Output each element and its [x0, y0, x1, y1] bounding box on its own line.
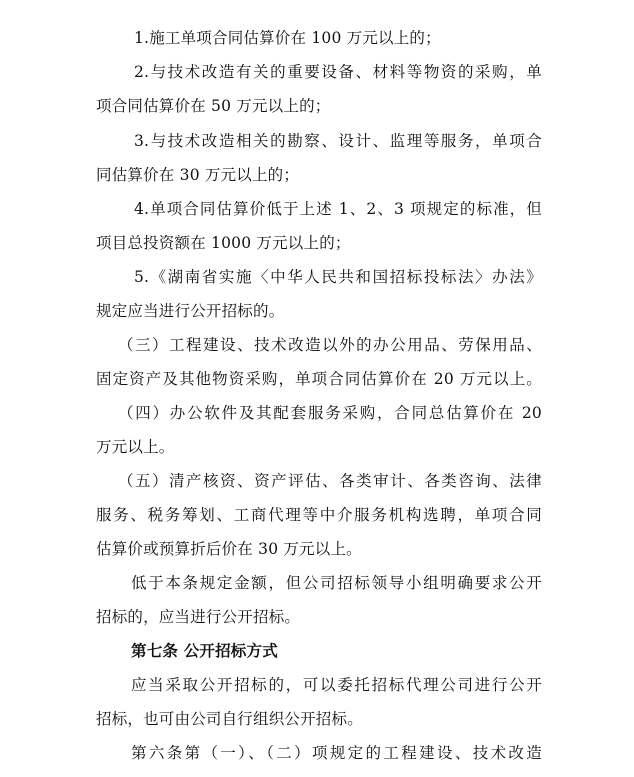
paragraph-7-line-2: 招标，也可由公司自行组织公开招标。 — [96, 710, 363, 728]
list-item-5-line-2: 规定应当进行公开招标的。 — [96, 302, 285, 320]
list-item-3-line-2: 同估算价在 30 万元以上的； — [96, 166, 300, 184]
list-item-3-line-1: 3.与技术改造相关的勘察、设计、监理等服务，单项合 — [134, 132, 542, 150]
list-item-2-line-1: 2.与技术改造有关的重要设备、材料等物资的采购，单 — [134, 63, 542, 81]
article-7-heading: 第七条 公开招标方式 — [131, 642, 278, 660]
list-item-4-line-1: 4.单项合同估算价低于上述 1、2、3 项规定的标准，但 — [134, 200, 542, 218]
list-item-2-line-2: 项合同估算价在 50 万元以上的； — [96, 97, 331, 115]
paragraph-3-line-1: （三）工程建设、技术改造以外的办公用品、劳保用品、 — [118, 336, 542, 354]
paragraph-4-line-2: 万元以上。 — [96, 438, 175, 456]
paragraph-4-line-1: （四）办公软件及其配套服务采购，合同总估算价在 20 — [118, 404, 542, 422]
paragraph-5-line-1: （五）清产核资、资产评估、各类审计、各类咨询、法律 — [118, 472, 542, 490]
paragraph-8-line-1: 第六条第（一）、（二）项规定的工程建设、技术改造 — [131, 744, 542, 762]
paragraph-6-line-1: 低于本条规定金额，但公司招标领导小组明确要求公开 — [131, 574, 542, 592]
paragraph-6-line-2: 招标的，应当进行公开招标。 — [96, 608, 301, 626]
paragraph-5-line-2: 服务、税务筹划、工商代理等中介服务机构选聘，单项合同 — [96, 506, 542, 524]
list-item-1: 1.施工单项合同估算价在 100 万元以上的； — [134, 29, 441, 47]
paragraph-3-line-2: 固定资产及其他物资采购，单项合同估算价在 20 万元以上。 — [96, 370, 542, 388]
paragraph-7-line-1: 应当采取公开招标的，可以委托招标代理公司进行公开 — [131, 676, 542, 694]
list-item-4-line-2: 项目总投资额在 1000 万元以上的； — [96, 234, 351, 252]
paragraph-5-line-3: 估算价或预算折后价在 30 万元以上。 — [96, 540, 362, 558]
list-item-5-line-1: 5.《湖南省实施〈中华人民共和国招标投标法〉办法》 — [134, 268, 542, 286]
